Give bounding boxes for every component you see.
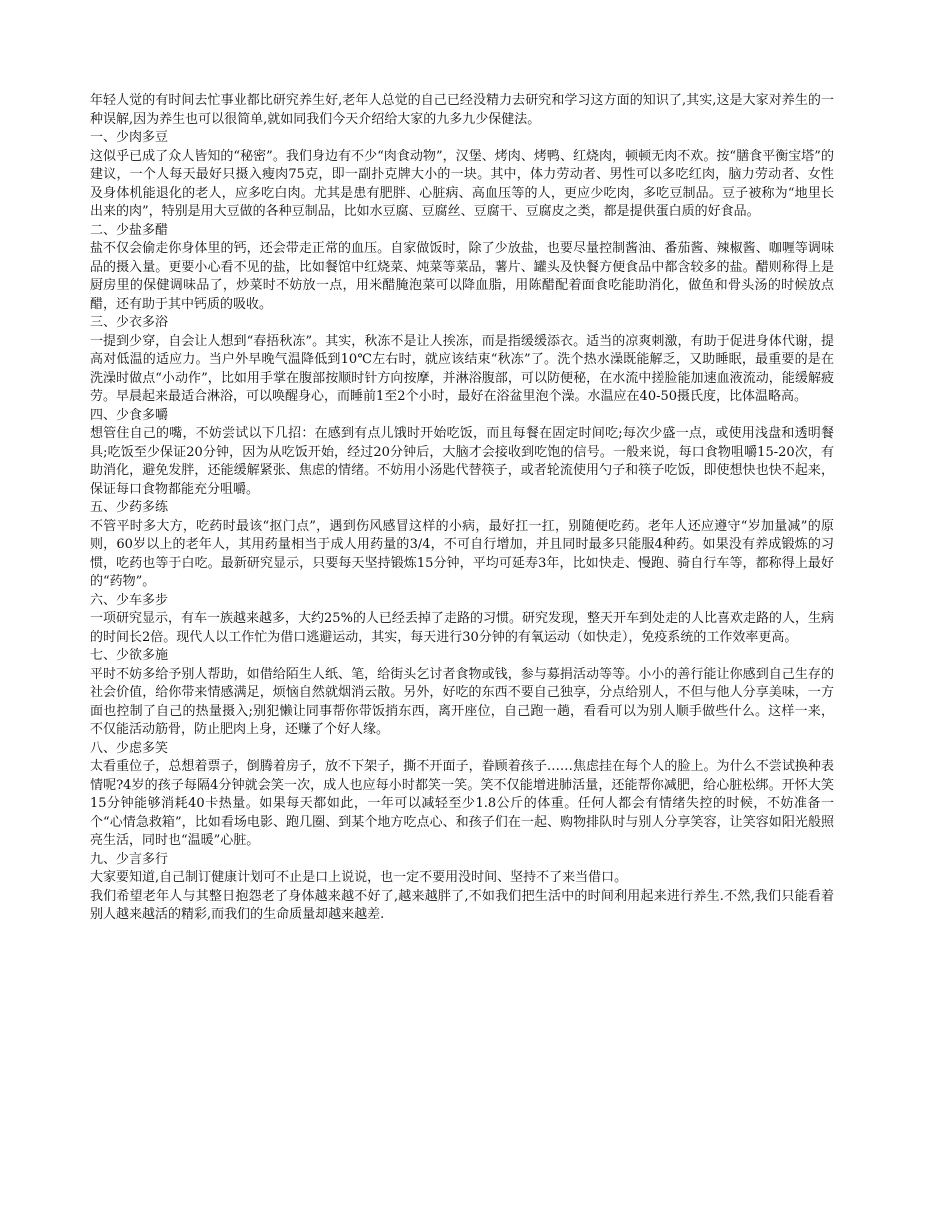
section-4 bbox=[90, 407, 834, 500]
section-heading: 六、少车多步 bbox=[90, 592, 169, 608]
section-heading: 一、少肉多豆 bbox=[90, 130, 169, 145]
section-body: 不管平时多大方，吃药时最该“抠门点”，遇到伤风感冒这样的小病，最好扛一扛，别随便吃药。老年人还应遵守“岁加量减”的原则，60岁以上的老年人，其用药量相当于成人用药量的3/4，不可自行增加，并且同时最多只能服4种药。如果没有养成锻炼的习惯，吃药也等于白吃。最新研究显示，只要每天坚持锻炼15分钟，平均可延寿3年，比如快走、慢跑、骑自行车等，都称得上最好的“药物”。 bbox=[90, 518, 834, 589]
section-heading: 八、少虑多笑 bbox=[90, 740, 169, 756]
section-body: 平时不妨多给予别人帮助，如借给陌生人纸、笔，给街头乞讨者食物或钱，参与募捐活动等等。小小的善行能让你感到自己生存的社会价值，给你带来情感满足，烦恼自然就烟消云散。另外，好吃的东西不要自己独享，分点给别人，不但与他人分享美味，一方面也控制了自己的热量摄入;别犯懒让同事帮你带饭捎东西，离开座位，自己跑一趟，看看可以为别人顺手做些什么。这样一来，不仅能活动筋骨，防止肥肉上身，还赚了个好人缘。 bbox=[90, 666, 834, 737]
section-body: 盐不仅会偷走你身体里的钙，还会带走正常的血压。自家做饭时，除了少放盐，也要尽量控制酱油、番茄酱、辣椒酱、咖喱等调味品的摄入量。更要小心看不见的盐，比如餐馆中红烧菜、炖菜等菜品，薯片、罐头及快餐方便食品中都含较多的盐。醋则称得上是厨房里的保健调味品了，炒菜时不妨放一点，用米醋腌泡菜可以降血脂，用陈醋配着面食吃能助消化，做鱼和骨头汤的时候放点醋，还有助于其中钙质的吸收。 bbox=[90, 241, 834, 312]
section-body: 一项研究显示，有车一族越来越多，大约25%的人已经丢掉了走路的习惯。研究发现，整天开车到处走的人比喜欢走路的人，生病的时间长2倍。现代人以工作忙为借口逃避运动，其实，每天进行30分钟的有氧运动（如快走），免疫系统的工作效率更高。 bbox=[90, 611, 834, 645]
section-heading: 四、少食多嚼 bbox=[90, 407, 169, 423]
section-9 bbox=[90, 851, 834, 888]
section-2 bbox=[90, 222, 834, 315]
section-8 bbox=[90, 740, 834, 851]
section-7 bbox=[90, 647, 834, 740]
closing-paragraph: 我们希望老年人与其整日抱怨老了身体越来越不好了,越来越胖了,不如我们把生活中的时间利用起来进行养生.不然,我们只能看着别人越来越活的精彩,而我们的生命质量却越来越差. bbox=[90, 888, 834, 922]
section-body: 这似乎已成了众人皆知的“秘密”。我们身边有不少“肉食动物”，汉堡、烤肉、烤鸭、红烧肉，顿顿无肉不欢。按“膳食平衡宝塔”的建议，一个人每天最好只摄入瘦肉75克，即一副扑克牌大小的一块。其中，体力劳动者、男性可以多吃红肉，脑力劳动者、女性及身体机能退化的老人，应多吃白肉。尤其是患有肥胖、心脏病、高血压等的人，更应少吃肉，多吃豆制品。豆子被称为“地里长出来的肉”，特别是用大豆做的各种豆制品，比如水豆腐、豆腐丝、豆腐干、豆腐皮之类，都是提供蛋白质的好食品。 bbox=[90, 148, 834, 219]
section-body: 一提到少穿，自会让人想到“春捂秋冻”。其实，秋冻不是让人挨冻，而是指缓缓添衣。适当的凉爽刺激，有助于促进身体代谢，提高对低温的适应力。当户外早晚气温降低到10℃左右时，就应该结束“秋冻”了。洗个热水澡既能解乏，又助睡眠，最重要的是在洗澡时做点“小动作”，比如用手掌在腹部按顺时针方向按摩，并淋浴腹部，可以防便秘，在水流中搓脸能加速血液流动，能缓解疲劳。早晨起来最适合淋浴，可以唤醒身心，而睡前1至2个小时，最好在浴盆里泡个澡。水温应在40-50摄氏度，比体温略高。 bbox=[90, 333, 834, 404]
section-body: 大家要知道,自己制订健康计划可不止是口上说说，也一定不要用没时间、坚持不了来当借口。 bbox=[90, 870, 628, 885]
section-heading: 五、少药多练 bbox=[90, 500, 169, 515]
section-1 bbox=[90, 129, 834, 222]
section-heading: 三、少衣多浴 bbox=[90, 315, 169, 330]
section-heading: 二、少盐多醋 bbox=[90, 222, 169, 238]
section-body: 太看重位子，总想着票子，倒腾着房子，放不下架子，撕不开面子，眷顾着孩子……焦虑挂在每个人的脸上。为什么不尝试换种表情呢?4岁的孩子每隔4分钟就会笑一次，成人也应每小时都笑一笑。笑不仅能增进肺活量，还能帮你减肥，给心脏松绑。开怀大笑15分钟能够消耗40卡热量。如果每天都如此，一年可以减轻至少1.8公斤的体重。任何人都会有情绪失控的时候，不妨准备一个“心情急救箱”，比如看场电影、跑几圈、到某个地方吃点心、和孩子们在一起、购物排队时与别人分享笑容，让笑容如阳光般照亮生活，同时也“温暖”心脏。 bbox=[90, 759, 834, 848]
section-5 bbox=[90, 499, 834, 592]
intro-paragraph: 年轻人觉的有时间去忙事业都比研究养生好,老年人总觉的自己已经没精力去研究和学习这方面的知识了,其实,这是大家对养生的一种误解,因为养生也可以很简单,就如同我们今天介绍给大家的九多九少保健法。 bbox=[90, 93, 834, 127]
section-heading: 九、少言多行 bbox=[90, 851, 169, 867]
section-body: 想管住自己的嘴，不妨尝试以下几招：在感到有点儿饿时开始吃饭，而且每餐在固定时间吃;每次少盛一点，或使用浅盘和透明餐具;吃饭至少保证20分钟，因为从吃饭开始，经过20分钟后，大脑才会接收到吃饱的信号。一般来说，每口食物咀嚼15-20次，有助消化，避免发胖，还能缓解紧张、焦虑的情绪。不妨用小汤匙代替筷子，或者轮流使用勺子和筷子吃饭，即使想快也快不起来，保证每口食物都能充分咀嚼。 bbox=[90, 426, 834, 497]
section-3 bbox=[90, 314, 834, 407]
section-heading: 七、少欲多施 bbox=[90, 648, 169, 663]
section-6 bbox=[90, 592, 834, 648]
